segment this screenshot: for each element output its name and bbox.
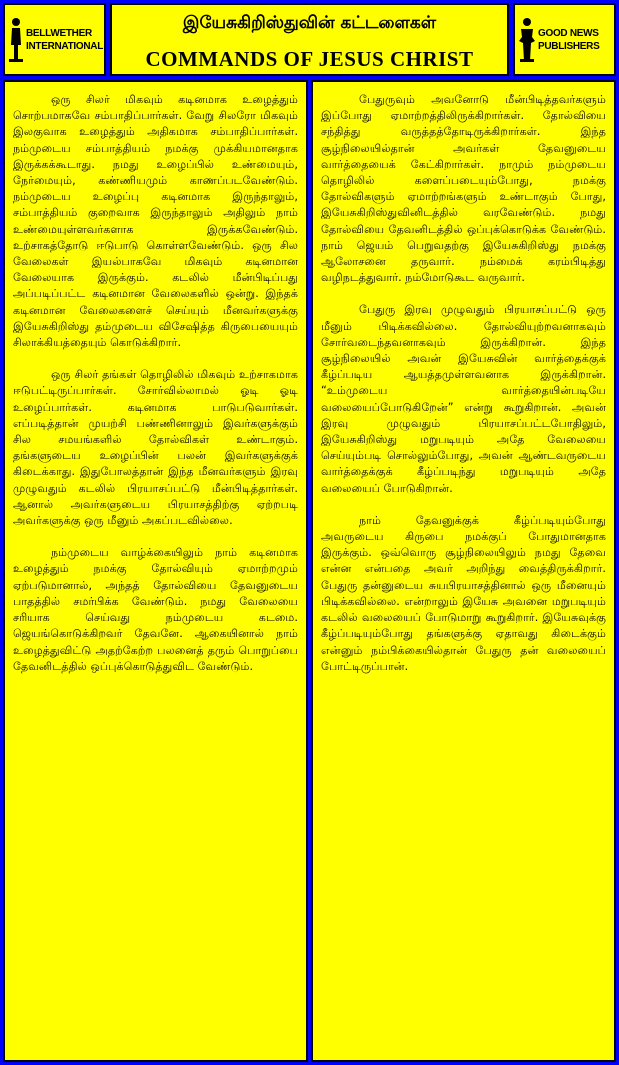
bellwether-logo-text [26,27,103,53]
good-news-figure-icon [519,17,535,63]
right-paragraph-2: பேதுரு இரவு முழுவதும் பிரயாசப்பட்டு ஒரு மீனும் பிடிக்கவில்லை. தோல்வியுற்றவனாகவும் சோர்வடைந்தவனாகவும் இருக்கிறான். இந்த சூழ்நிலையில் அவன் இயேசுவின் வார்த்தைக்குக் கீழ்ப்படிய ஆயத்தமுள்ளவனாக இருக்கிறான். “உம்முடைய வார்த்தையின்படியே வலையைப்போடுகிறேன்” என்று கூறுகிறான். அவன் இரவு முழுவதும் பிரயாசப்பட்டபோதிலும், இயேசுகிறிஸ்து மறுபடியும் அதே வேலையை செய்யும்படி சொல்லும்போது, அவன் ஆண்டவருடைய வார்த்தைக்குக் கீழ்ப்படிந்து மறுபடியும் அதே வலையைப் போடுகிறான். [321,303,606,495]
good-news-logo-line2: PUBLISHERS [538,40,600,52]
page-title-english: COMMANDS OF JESUS CHRIST [145,47,474,71]
bellwether-logo-line1: BELLWETHER [26,27,92,39]
left-paragraph-2: ஒரு சிலர் தங்கள் தொழிலில் மிகவும் உற்சாகமாக ஈடுபட்டிருப்பார்கள். சோர்வில்லாமல் ஓடி ஓடி உழைப்பார்கள். கடினமாக பாடுபடுவார்கள். எப்படித்தான் முயற்சி பண்ணினாலும் இவர்களுக்கும் சில சமயங்களில் தோல்விகள் உண்டாகும். தங்களுடைய உழைப்பின் பலன் இவர்களுக்குக் கிடைக்காது. இதுபோலத்தான் இந்த மீனவர்களும் இரவு முழுவதும் கடலில் பிரயாசப்பட்டு மீன்பிடித்தார்கள். ஆனால் அவர்களுடைய பிரயாசத்திற்கு ஏற்றபடி அவர்களுக்கு ஒரு மீனும் அகப்படவில்லை. [13,368,298,528]
left-paragraph-3: நம்முடைய வாழ்க்கையிலும் நாம் கடினமாக உழைத்தும் நமக்கு தோல்வியும் ஏமாற்றமும் ஏற்படுமானால், அந்தத் தோல்வியை தேவனுடைய பாதத்தில் சமர்பிக்க வேண்டும். நமது வேலையை சரியாக செய்வது நம்முடைய கடமை. ஜெயங்கொடுக்கிறவர் தேவனே. ஆகையினால் நாம் உழைத்துவிட்டு அதற்கேற்ற பலனைத் தரும் பொறுப்பை தேவனிடத்தில் ஒப்புக்கொடுத்துவிட வேண்டும். [13,546,298,673]
bellwether-logo [3,3,106,76]
title-panel [110,3,509,76]
left-text-column [3,80,308,1062]
page-title-tamil: இயேசுகிறிஸ்துவின் கட்டளைகள் [182,13,437,33]
right-paragraph-1: பேதுருவும் அவனோடு மீன்பிடித்தவர்களும் இப்போது ஏமாற்றத்திலிருக்கிறார்கள். தோல்வியை சந்தித்து வருத்தத்தோடிருக்கிறார்கள். இந்த சூழ்நிலையில்தான் அவர்கள் தேவனுடைய வார்த்தையைக் கேட்கிறார்கள். நாமும் நம்முடைய தொழிலில் களைப்படையும்போது, நமக்கு தோல்விகளும் ஏமாற்றங்களும் உண்டாகும் போது, இயேசுகிறிஸ்துவினிடத்தில் வரவேண்டும். நமது தோல்வியை தேவனிடத்தில் ஒப்புக்கொடுக்க வேண்டும். நாம் ஜெயம் பெறுவதற்கு இயேசுகிறிஸ்து நமக்கு ஆலோசனை தருவார். நம்மைக் கரம்பிடித்து வழிநடத்துவார். நம்மோடுகூட வருவார். [321,93,606,285]
good-news-logo-text [538,27,599,53]
good-news-logo [513,3,616,76]
good-news-logo-line1: GOOD NEWS [538,27,599,39]
bellwether-logo-line2: INTERNATIONAL [26,40,104,52]
right-paragraph-3: நாம் தேவனுக்குக் கீழ்ப்படியும்போது அவருடைய கிருபை நமக்குப் போதுமானதாக இருக்கும். ஒவ்வொரு சூழ்நிலையிலும் நமது தேவை என்ன என்பதை அவர் அறிந்து வைத்திருக்கிறார். பேதுரு தன்னுடைய சுயபிரயாசத்தினால் ஒரு மீனையும் பிடிக்கவில்லை. என்றாலும் இயேசு அவனை மறுபடியும் கடலில் வலையைப் போடுமாறு கூறுகிறார். இயேசுவுக்கு கீழ்ப்படியும்போது தங்களுக்கு ஏதாவது கிடைக்கும் என்னும் நம்பிக்கையில்தான் பேதுரு தன் வலையைப் போட்டிருப்பான். [321,513,606,673]
bellwether-figure-icon [9,17,23,63]
left-paragraph-1: ஒரு சிலர் மிகவும் கடினமாக உழைத்தும் சொற்பமாகவே சம்பாதிப்பார்கள். வேறு சிலரோ மிகவும் இலகுவாக உழைத்தும் அதிகமாக சம்பாதிப்பார்கள். நம்முடைய சம்பாத்தியம் நமக்கு முக்கியமானதாக இருக்கக்கூடாது. நமது உழைப்பில் உண்மையும், நேர்மையும், கண்ணியமும் காணப்படவேண்டும். நம்முடைய உழைப்பு கடினமாக இருந்தாலும், சம்பாத்தியம் குறைவாக இருந்தாலும் அதிலும் நாம் உண்மையுள்ளவர்களாக இருக்கவேண்டும். உற்சாகத்தோடு ஈடுபாடு கொள்ளவேண்டும். ஒரு சில வேலைகள் இயல்பாகவே மிகவும் கடினமான வேலையாக இருக்கும். கடலில் மீன்பிடிப்பது அப்படிப்பட்ட கடினமான வேலைகளில் ஒன்று. இந்தக் கடினமான வேலைகளைச் செய்யும் மீனவர்களுக்கு இயேசுகிறிஸ்து தம்முடைய விசேஷித்த கிருபையையும் சிலாக்கியத்தையும் கொடுக்கிறார். [13,93,298,350]
right-text-column [311,80,616,1062]
